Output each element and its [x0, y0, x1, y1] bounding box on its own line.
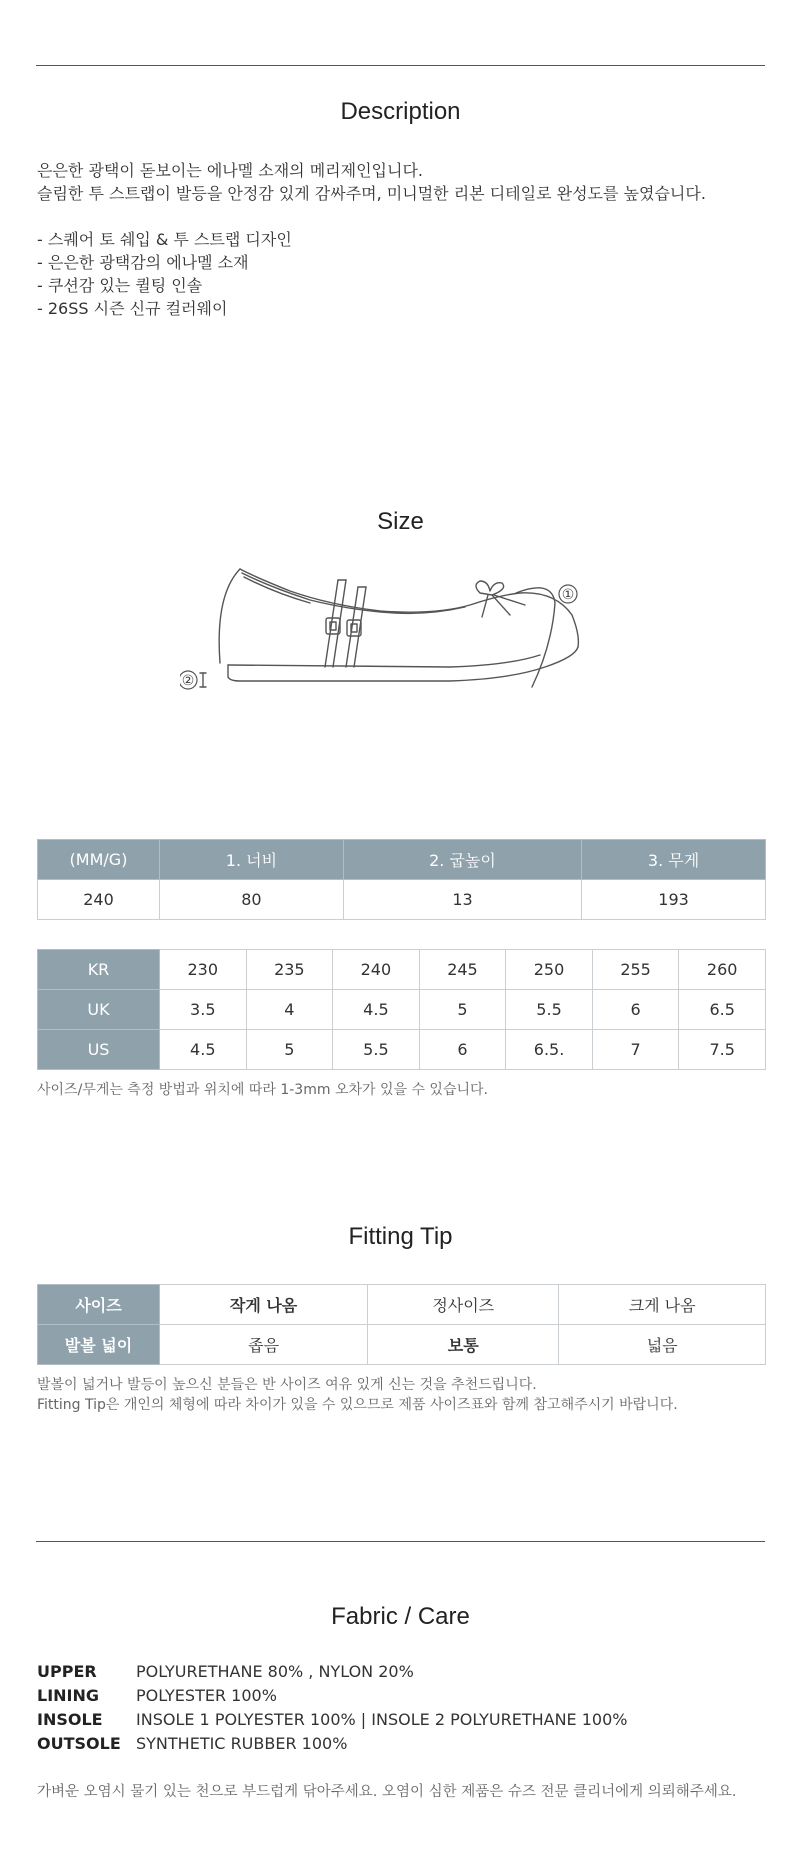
table-cell: 4.5: [160, 1030, 247, 1070]
row-label-kr: KR: [38, 950, 160, 990]
measure-marker-2: ②: [181, 673, 195, 689]
fabric-key: LINING: [37, 1686, 100, 1705]
fitting-note: Fitting Tip은 개인의 체형에 따라 차이가 있을 수 있으므로 제품 사이즈표와 함께 참고해주시기 바랍니다.: [37, 1397, 678, 1413]
fabric-list: [37, 1660, 627, 1756]
table-header-cell: 2. 굽높이: [343, 840, 581, 880]
fitting-table: [37, 1284, 766, 1365]
table-cell: 4: [246, 990, 333, 1030]
description-line: [37, 205, 706, 228]
size-note: 사이즈/무게는 측정 방법과 위치에 따라 1-3mm 오차가 있을 수 있습니다.: [37, 1082, 488, 1098]
fabric-key: OUTSOLE: [37, 1734, 121, 1753]
top-divider: [36, 65, 765, 66]
fabric-row: [37, 1684, 627, 1708]
table-cell: 230: [160, 950, 247, 990]
table-cell: 240: [333, 950, 420, 990]
fitting-title: Fitting Tip: [348, 1223, 453, 1250]
fitting-note: 발볼이 넓거나 발등이 높으신 분들은 반 사이즈 여유 있게 신는 것을 추천드립니다.: [37, 1377, 537, 1393]
table-cell: 4.5: [333, 990, 420, 1030]
description-line: 은은한 광택이 돋보이는 에나멜 소재의 메리제인입니다.: [37, 161, 424, 180]
table-header-cell: (MM/G): [38, 840, 160, 880]
fabric-title: Fabric / Care: [331, 1603, 470, 1630]
table-cell: 6.5: [679, 990, 766, 1030]
table-cell: 5: [246, 1030, 333, 1070]
table-cell: 5: [419, 990, 506, 1030]
table-cell: 5.5: [506, 990, 593, 1030]
table-cell: 193: [582, 880, 766, 920]
table-cell: 13: [343, 880, 581, 920]
fabric-value: POLYESTER 100%: [136, 1686, 277, 1705]
measure-marker-1: ①: [561, 587, 575, 603]
description-line: - 26SS 시즌 신규 컬러웨이: [37, 299, 228, 318]
measurement-table: [37, 839, 766, 920]
fit-option-selected: 보통: [368, 1325, 559, 1365]
row-label-uk: UK: [38, 990, 160, 1030]
table-cell: 7: [592, 1030, 679, 1070]
table-row: [38, 880, 766, 920]
fit-option-selected: 작게 나옴: [160, 1285, 368, 1325]
table-cell: 250: [506, 950, 593, 990]
table-header-cell: 3. 무게: [582, 840, 766, 880]
table-cell: 245: [419, 950, 506, 990]
table-cell: 5.5: [333, 1030, 420, 1070]
fabric-value: INSOLE 1 POLYESTER 100% | INSOLE 2 POLYURETHANE 100%: [136, 1710, 628, 1729]
table-cell: 6: [419, 1030, 506, 1070]
description-text: [37, 159, 706, 320]
fit-option: 넓음: [559, 1325, 766, 1365]
description-line: - 스퀘어 토 쉐입 & 투 스트랩 디자인: [37, 230, 292, 249]
shoe-diagram: [180, 555, 600, 690]
table-cell: 260: [679, 950, 766, 990]
fit-option: 정사이즈: [368, 1285, 559, 1325]
description-line: 슬림한 투 스트랩이 발등을 안정감 있게 감싸주며, 미니멀한 리본 디테일로 완성도를 높였습니다.: [37, 184, 706, 203]
table-row: [38, 1285, 766, 1325]
fitting-label-width: 발볼 넓이: [38, 1325, 160, 1365]
care-note: 가벼운 오염시 물기 있는 천으로 부드럽게 닦아주세요. 오염이 심한 제품은 슈즈 전문 클리너에게 의뢰해주세요.: [37, 1784, 737, 1800]
table-header-row: [38, 840, 766, 880]
table-row: [38, 990, 766, 1030]
fabric-value: SYNTHETIC RUBBER 100%: [136, 1734, 348, 1753]
row-label-us: US: [38, 1030, 160, 1070]
table-cell: 235: [246, 950, 333, 990]
table-cell: 80: [160, 880, 344, 920]
table-row: [38, 950, 766, 990]
fabric-row: [37, 1708, 627, 1732]
fabric-key: UPPER: [37, 1662, 97, 1681]
table-header-cell: 1. 너비: [160, 840, 344, 880]
description-title: Description: [340, 98, 461, 125]
table-cell: 240: [38, 880, 160, 920]
table-row: [38, 1325, 766, 1365]
fabric-row: [37, 1732, 627, 1756]
table-cell: 255: [592, 950, 679, 990]
fitting-label-size: 사이즈: [38, 1285, 160, 1325]
table-cell: 6: [592, 990, 679, 1030]
table-row: [38, 1030, 766, 1070]
description-line: - 쿠션감 있는 퀼팅 인솔: [37, 276, 203, 295]
fabric-value: POLYURETHANE 80% , NYLON 20%: [136, 1662, 414, 1681]
section-divider: [36, 1541, 765, 1542]
table-cell: 6.5.: [506, 1030, 593, 1070]
fit-option: 좁음: [160, 1325, 368, 1365]
size-conversion-table: [37, 949, 766, 1070]
size-title: Size: [377, 508, 424, 535]
fabric-key: INSOLE: [37, 1710, 103, 1729]
fit-option: 크게 나옴: [559, 1285, 766, 1325]
description-line: - 은은한 광택감의 에나멜 소재: [37, 253, 249, 272]
table-cell: 7.5: [679, 1030, 766, 1070]
table-cell: 3.5: [160, 990, 247, 1030]
fabric-row: [37, 1660, 627, 1684]
